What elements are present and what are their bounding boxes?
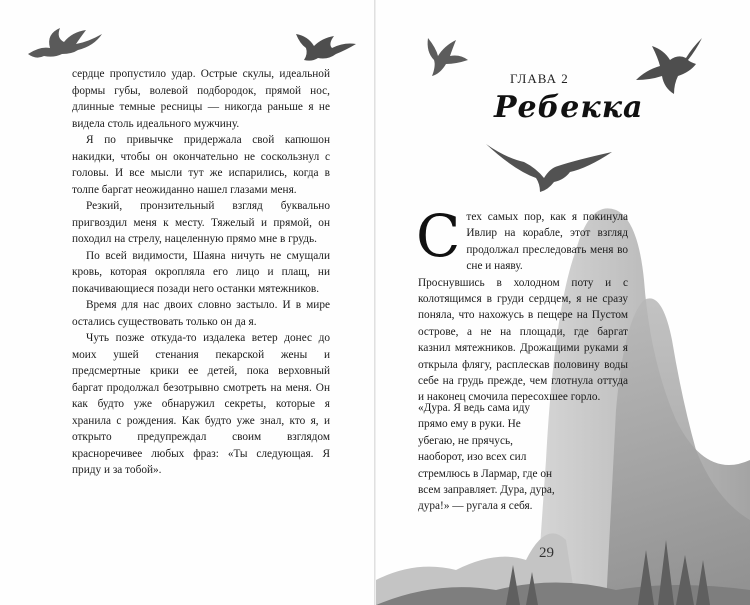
left-paragraph-3: Резкий, пронзительный взгляд буквально пригвоздил меня к месту. Тяжелый и прямой, он походил на стрелу, нацеленную прямо мне в грудь.: [72, 200, 330, 245]
right-page: [376, 0, 750, 605]
left-paragraph-1: сердце пропустило удар. Острые скулы, идеальной формы губы, волевой подбородок, прямой нос, длинные темные ресницы — никогда раньше я не видела столь идеального мужчину.: [72, 68, 330, 130]
right-first-paragraph: тех самых пор, как я покинула Ивлир на корабле, этот взгляд продолжал преследовать меня во сне и наяву.: [466, 211, 628, 273]
right-paragraph-1: Проснувшись в холодном поту и с колотящимся в груди сердцем, я не сразу поняла, что нахожусь в пещере на Пустом острове, а не на площади, где баргат казнил мятежников. Дрожащими руками я открыла флягу, расплескав половину воды себе на грудь прежде, чем глотнула оттуда и наконец смочила пересохшее горло.: [418, 276, 628, 404]
page-number: 29: [539, 545, 554, 561]
left-paragraph-6: Чуть позже откуда-то издалека ветер донес до моих ушей стенания пекарской жены и предсмертные крики ее детей, пока верховный баргат продолжал безотрывно смотреть на меня. Он как будто уже обнаружил секреты, которые я хранила с рождения. Как будто уже знал, кто я, и открыто предупреждал своим взглядом красноречивее любых фраз: «Ты следующая. Я приду и за тобой».: [72, 332, 330, 476]
dragon-icon-right-1: [422, 34, 470, 78]
left-page-body: [72, 66, 330, 479]
dragon-icon-right-3: [484, 138, 614, 194]
dragon-icon-left-1: [26, 24, 104, 64]
chapter-number: ГЛАВА 2: [510, 71, 569, 86]
left-paragraph-5: Время для нас двоих словно застыло. И в мире остались существовать только он да я.: [72, 299, 330, 328]
dragon-icon-right-2: [634, 36, 706, 96]
right-page-body: [416, 202, 628, 406]
dragon-icon-left-2: [292, 26, 358, 64]
left-paragraph-4: По всей видимости, Шаяна ничуть не смущали кровь, которая окропляла его лицо и плащ, ни покачивающиеся позади него останки мятежников.: [72, 249, 330, 295]
chapter-title: Ребекка: [494, 90, 644, 125]
drop-cap: С: [416, 202, 461, 270]
left-paragraph-2: Я по привычке придержала свой капюшон накидки, чтобы он окончательно не соскользнул с головы. И все мысли тут же испарились, когда в толпе баргат неожиданно нашел глазами меня.: [72, 134, 330, 196]
right-narrow-paragraph: «Дура. Я ведь сама иду прямо ему в руки. Не убегаю, не прячусь, наоборот, изо всех сил стремлюсь в Лармар, где он всем заправляет. Дура, дура, дура!» — ругала я себя.: [418, 402, 555, 513]
